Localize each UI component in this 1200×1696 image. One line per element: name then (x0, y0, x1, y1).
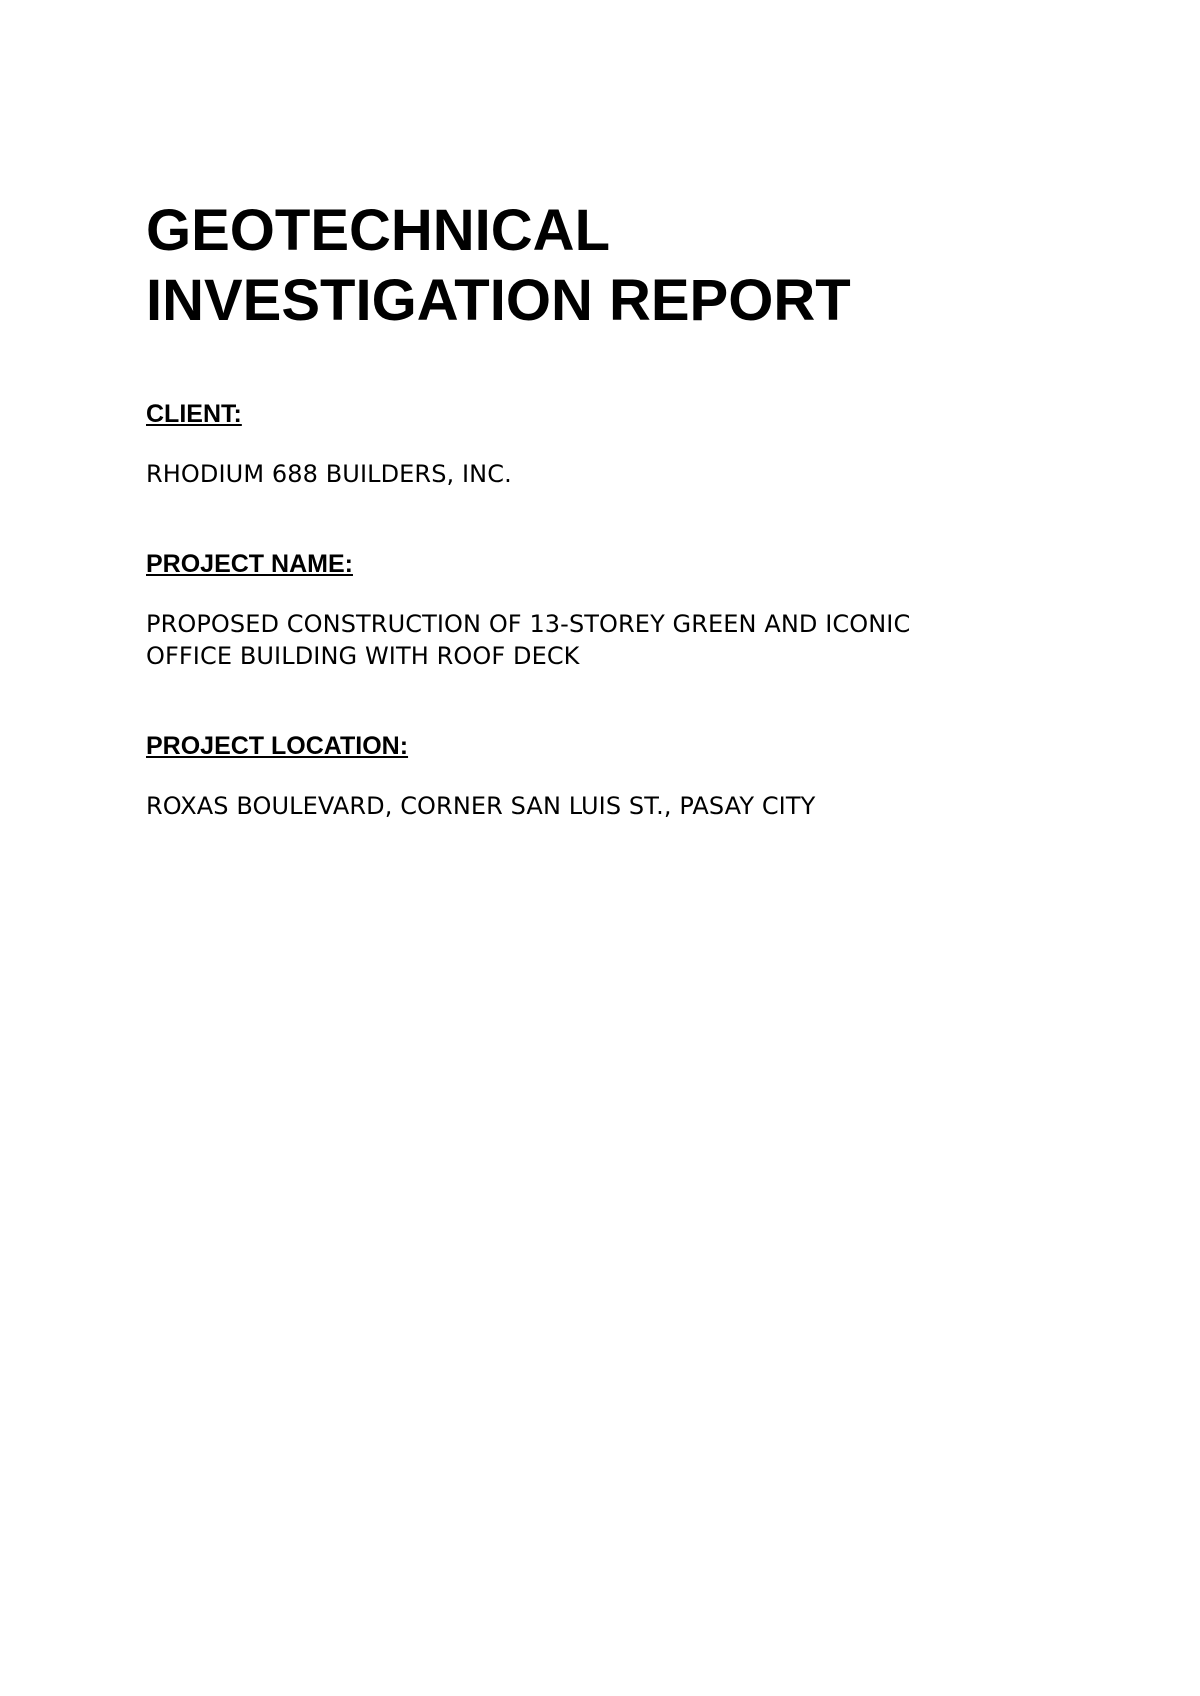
client-value: RHODIUM 688 BUILDERS, INC. (146, 460, 512, 488)
project-location-value: ROXAS BOULEVARD, CORNER SAN LUIS ST., PASAY CITY (146, 792, 816, 820)
project-name-value (146, 608, 1086, 672)
client-section (146, 398, 1086, 490)
project-location-section (146, 730, 1086, 822)
project-name-label: PROJECT NAME: (146, 550, 353, 578)
report-title-line: INVESTIGATION REPORT (146, 268, 851, 333)
document-content (146, 196, 1086, 822)
client-label: CLIENT: (146, 400, 242, 428)
report-title-line: GEOTECHNICAL (146, 198, 610, 263)
project-name-value-line: OFFICE BUILDING WITH ROOF DECK (146, 642, 580, 670)
project-name-value-line: PROPOSED CONSTRUCTION OF 13-STOREY GREEN AND ICONIC (146, 610, 911, 638)
project-name-section (146, 548, 1086, 672)
report-title (146, 196, 1086, 336)
project-location-label: PROJECT LOCATION: (146, 732, 409, 760)
